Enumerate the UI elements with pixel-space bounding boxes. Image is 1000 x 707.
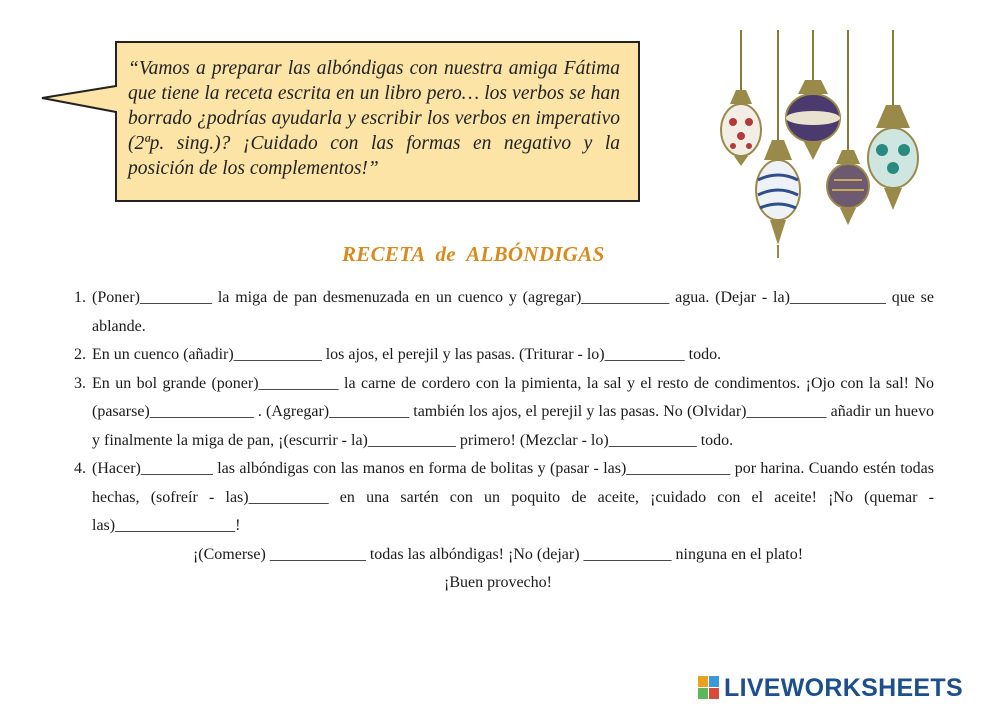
recipe-step-3: 3. En un bol grande (poner)__________ la carne de cordero con la pimienta, la sal y el resto de condimentos. ¡Ojo con la sal! No (pasarse)_____________ . (Agregar)__________ también los ajos, el perejil y las pasas. No (Olvidar)__________ añadir un huevo y finalmente la miga de pan, ¡(escurrir - la)___________ primero! (Mezclar - lo)___________ todo. [90,370,934,456]
recipe-step-1: 1. (Poner)_________ la miga de pan desmenuzada en un cuenco y (agregar)___________ agua. (Dejar - la)____________ que se ablande. [90,284,934,341]
recipe-step-4: 4. (Hacer)_________ las albóndigas con las manos en forma de bolitas y (pasar - las)_____________ por harina. Cuando estén todas hechas, (sofreír - las)__________ en una sartén con un poquito de aceite, ¡cuidado con el aceite! ¡No (quemar - las)_______________! [90,455,934,541]
recipe-steps [62,284,934,541]
lantern-purple [786,80,840,160]
sign-off: ¡Buen provecho! [444,574,552,591]
lantern-mauve [827,150,869,225]
hanging-lanterns-illustration [700,30,940,260]
liveworksheets-logo-icon [698,676,720,700]
liveworksheets-logo [698,673,963,702]
recipe-title: RECETA de ALBÓNDIGAS [342,242,605,266]
speech-bubble-text: “Vamos a preparar las albóndigas con nuestra amiga Fátima que tiene la receta escrita en un libro pero… los verbos se han borrado ¿podrías ayudarla y escribir los verbos en imperativo (2ªp. sing.)? ¡Cuidado con las formas en negativo y la posición de los complementos!” [128,58,620,179]
lantern-teal [868,105,918,210]
lantern-small-white [721,90,761,166]
speech-bubble [40,40,645,205]
closing-line: ¡(Comerse) ____________ todas las albóndigas! ¡No (dejar) ___________ ninguna en el plato! [192,545,804,563]
recipe-body [62,284,934,598]
liveworksheets-logo-text: LIVEWORKSHEETS [724,673,963,702]
recipe-step-2: 2. En un cuenco (añadir)___________ los ajos, el perejil y las pasas. (Triturar - lo)__________ todo. [90,341,934,370]
lantern-blue-white [756,140,800,258]
